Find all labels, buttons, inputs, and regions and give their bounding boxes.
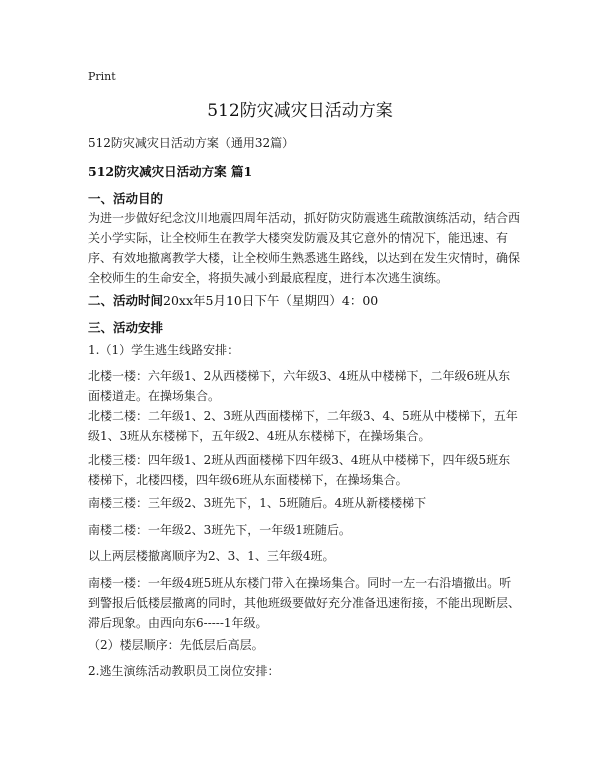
item2: 2.逃生演练活动教职员工岗位安排： bbox=[88, 664, 280, 678]
section2-label: 二、活动时间 bbox=[88, 293, 164, 308]
order-text: 以上两层楼撤离顺序为2、3、1、三年级4班。 bbox=[88, 549, 335, 563]
north3-text: 北楼三楼：四年级1、2班从西面楼梯下四年级3、4班从中楼梯下，四年级5班东楼梯下，北楼四楼，四年级6班从东面楼梯下，在操场集合。 bbox=[88, 453, 511, 487]
section3-heading: 三、活动安排 bbox=[88, 320, 164, 335]
section2-value: 20xx年5月10日下午（星期四）4：00 bbox=[163, 293, 379, 308]
section2-heading bbox=[88, 291, 378, 309]
subtitle: 512防灾减灾日活动方案（通用32篇） bbox=[88, 136, 295, 150]
print-label[interactable]: Print bbox=[88, 70, 116, 83]
page-title: 512防灾减灾日活动方案 bbox=[207, 101, 393, 121]
south2-text: 南楼二楼：一年级2、3班先下，一年级1班随后。 bbox=[88, 523, 351, 537]
section1-text: 为进一步做好纪念汶川地震四周年活动，抓好防灾防震逃生疏散演练活动，结合西关小学实际，让全校师生在教学大楼突发防震及其它意外的情况下，能迅速、有序、有效地撤离教学大楼，让全校师生熟悉逃生路线，以达到在发生灾情时，确保全校师生的生命安全，将损失减小到最底程度，进行本次逃生演练。 bbox=[88, 211, 521, 285]
north1-text: 北楼一楼：六年级1、2从西楼梯下，六年级3、4班从中楼梯下，二年级6班从东面楼道走。在操场集合。 bbox=[88, 369, 511, 403]
item1: 1.（1）学生逃生线路安排： bbox=[88, 343, 240, 357]
section1-heading: 一、活动目的 bbox=[88, 191, 164, 206]
item1-2: （2）楼层顺序：先低层后高层。 bbox=[88, 638, 264, 652]
south3-text: 南楼三楼：三年级2、3班先下，1、5班随后。4班从新楼楼梯下 bbox=[88, 496, 427, 510]
article-heading: 512防灾减灾日活动方案 篇1 bbox=[88, 164, 253, 179]
south1-text: 南楼一楼：一年级4班5班从东楼门带入在操场集合。同时一左一右沿墙撤出。听到警报后低楼层撤离的同时，其他班级要做好充分准备迅速衔接，不能出现断层、滞后现象。由西向东6-----1年级。 bbox=[88, 576, 521, 630]
north2-text: 北楼二楼：二年级1、2、3班从西面楼梯下，二年级3、4、5班从中楼梯下，五年级1、3班从东楼梯下，五年级2、4班从东楼梯下，在操场集合。 bbox=[88, 409, 518, 443]
